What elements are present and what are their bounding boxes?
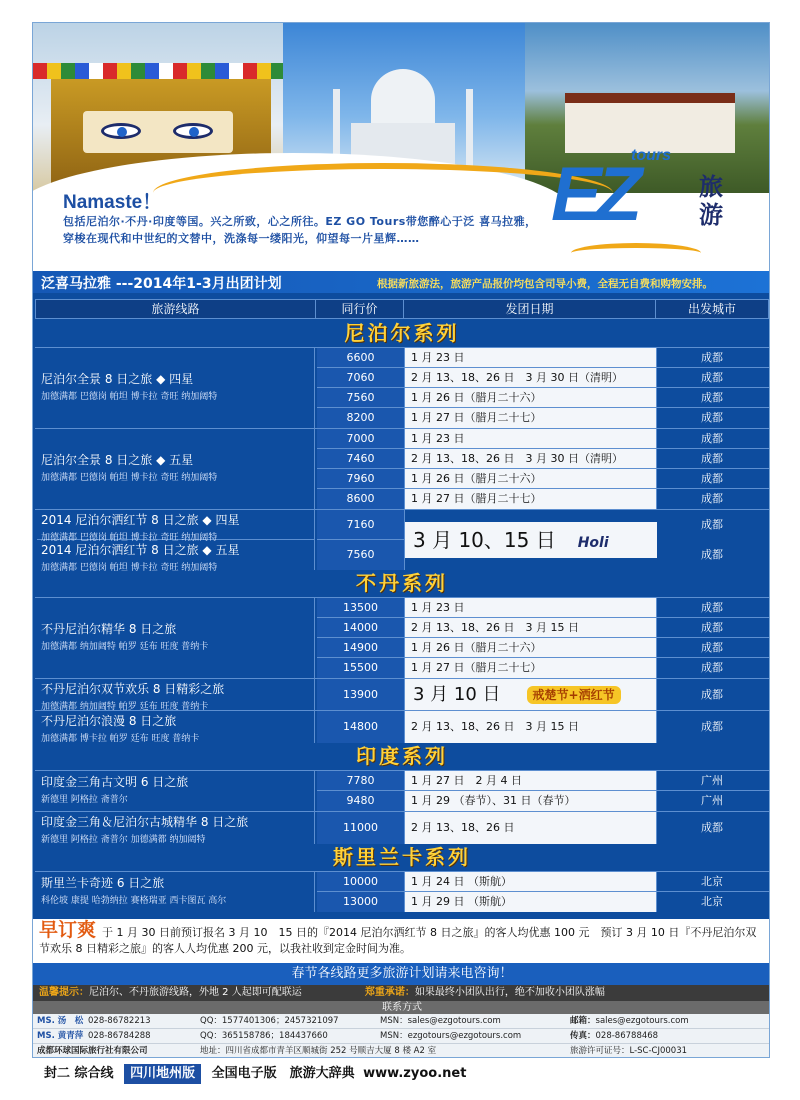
city: 成都 xyxy=(701,661,723,674)
route-name: 尼泊尔全景 8 日之旅 ◆ 四星 xyxy=(41,372,194,386)
city: 成都 xyxy=(701,601,723,614)
route-stops: 加德满都 博卡拉 帕罗 廷布 旺度 普纳卡 xyxy=(41,734,200,744)
table-row xyxy=(317,489,769,509)
date: 2 月 13、18、26 日 3 月 15 日 xyxy=(405,618,657,637)
logo-tours: tours xyxy=(631,147,671,164)
date: 1 月 27 日（腊月二十七） xyxy=(405,658,657,678)
notice-bar xyxy=(33,985,770,1001)
header-date: 发团日期 xyxy=(404,300,656,318)
city: 成都 xyxy=(701,472,723,485)
city: 广州 xyxy=(701,794,723,807)
price: 7000 xyxy=(317,429,405,448)
price: 13900 xyxy=(317,679,405,711)
logo-book-icon xyxy=(571,243,701,263)
city: 成都 xyxy=(701,821,723,834)
contact-msn: MSN：sales@ezgotours.com xyxy=(380,1016,501,1026)
price: 13500 xyxy=(317,598,405,617)
route-stops: 新德里 阿格拉 斋普尔 xyxy=(41,795,128,805)
footer-site[interactable]: www.zyoo.net xyxy=(363,1066,467,1081)
contact-row xyxy=(33,1014,770,1029)
logo-chinese: 旅游 xyxy=(699,173,723,229)
route-name: 印度金三角古文明 6 日之旅 xyxy=(41,775,189,789)
route-name: 斯里兰卡奇迹 6 日之旅 xyxy=(41,876,165,890)
route-name: 印度金三角＆尼泊尔古城精华 8 日之旅 xyxy=(41,815,249,829)
price: 7960 xyxy=(317,469,405,488)
city: 广州 xyxy=(701,774,723,787)
city: 成都 xyxy=(701,518,723,531)
route-stops: 加德满都 纳加阔特 帕罗 廷布 旺度 普纳卡 xyxy=(41,642,209,652)
notice-text: 尼泊尔、不丹旅游线路，外地 2 人起即可配联运 xyxy=(89,987,302,998)
date: 2 月 13、18、26 日 3 月 30 日（清明） xyxy=(405,449,657,468)
route-group xyxy=(35,678,769,710)
contact-qq: QQ：365158786；184437660 xyxy=(200,1031,328,1041)
table-row xyxy=(317,429,769,449)
date: 2 月 13、18、26 日 3 月 30 日（清明） xyxy=(405,368,657,387)
route-stops: 加德满都 巴德岗 帕坦 博卡拉 奇旺 纳加阔特 xyxy=(41,473,218,483)
plan-title: 泛喜马拉雅 ---2014年1-3月出团计划 xyxy=(41,276,282,292)
route-stops: 科伦坡 康提 哈勃纳拉 赛格瑞亚 西卡图瓦 高尔 xyxy=(41,896,227,906)
page-footer xyxy=(44,1064,466,1084)
table-row xyxy=(317,658,769,678)
price: 7060 xyxy=(317,368,405,387)
route-info xyxy=(37,711,315,743)
promise-label: 郑重承诺： xyxy=(364,987,415,998)
route-group xyxy=(35,710,769,742)
route-group xyxy=(35,428,769,509)
route-group xyxy=(35,770,769,811)
city: 成都 xyxy=(701,452,723,465)
plan-note: 根据新旅游法，旅游产品报价均包含司导小费，全程无自费和购物安排。 xyxy=(377,278,713,290)
price: 6600 xyxy=(317,348,405,367)
poster xyxy=(32,22,770,1058)
date: 1 月 27 日（腊月二十七） xyxy=(405,489,657,509)
city: 成都 xyxy=(701,411,723,424)
route-name: 不丹尼泊尔双节欢乐 8 日精彩之旅 xyxy=(41,682,225,696)
contact-phone: 028-86782213 xyxy=(88,1016,151,1026)
price: 8600 xyxy=(317,489,405,509)
greeting: Namaste！ xyxy=(63,192,162,213)
date: 1 月 26 日（腊月二十六） xyxy=(405,388,657,407)
contact-section xyxy=(33,1001,770,1058)
route-group xyxy=(35,811,769,843)
holi-badge: Holi xyxy=(577,535,609,551)
route-group-holi xyxy=(35,509,769,573)
eye-icon xyxy=(101,123,141,139)
city: 成都 xyxy=(701,351,723,364)
route-stops: 加德满都 巴德岗 帕坦 博卡拉 奇旺 纳加阔特 xyxy=(41,533,218,543)
route-info xyxy=(37,348,315,428)
table-header xyxy=(35,299,769,319)
series-bhutan: 不丹系列 xyxy=(356,571,448,595)
city: 成都 xyxy=(701,621,723,634)
contact-fax: 028-86788468 xyxy=(595,1031,659,1041)
route-group xyxy=(35,347,769,428)
city: 北京 xyxy=(701,875,723,888)
holi-dates xyxy=(405,522,657,558)
table-row xyxy=(317,388,769,408)
price: 9480 xyxy=(317,791,405,811)
series-nepal: 尼泊尔系列 xyxy=(344,321,460,345)
table-row xyxy=(317,408,769,428)
route-stops: 加德满都 巴德岗 帕坦 博卡拉 奇旺 纳加阔特 xyxy=(41,392,218,402)
contact-extra-label: 传真： xyxy=(570,1031,596,1041)
table-row xyxy=(317,791,769,811)
city: 北京 xyxy=(701,895,723,908)
table-row xyxy=(317,872,769,892)
date: 1 月 26 日（腊月二十六） xyxy=(405,638,657,657)
header-route: 旅游线路 xyxy=(36,300,316,318)
footer-edition: 四川地州版 xyxy=(124,1064,201,1084)
date: 2 月 13、18、26 日 3 月 15 日 xyxy=(405,711,657,743)
schedule-table xyxy=(35,299,769,912)
contact-extra-label: 邮箱： xyxy=(570,1016,596,1026)
table-row xyxy=(317,469,769,489)
company-address: 地址：四川省成都市青羊区顺城街 252 号顺吉大厦 8 楼 A2 室 xyxy=(200,1046,437,1056)
route-group xyxy=(35,597,769,678)
route-info xyxy=(37,429,315,509)
table-row xyxy=(317,892,769,912)
price: 7560 xyxy=(317,388,405,407)
dzong-building xyxy=(565,93,735,153)
route-info xyxy=(37,679,315,711)
price: 14800 xyxy=(317,711,405,743)
series-srilanka: 斯里兰卡系列 xyxy=(333,845,471,869)
date: 1 月 24 日 （斯航） xyxy=(405,872,657,891)
route-name: 不丹尼泊尔浪漫 8 日之旅 xyxy=(41,714,177,728)
price: 15500 xyxy=(317,658,405,678)
date: 3 月 10 日 xyxy=(413,684,501,705)
route-stops: 加德满都 巴德岗 帕坦 博卡拉 奇旺 纳加阔特 xyxy=(41,563,218,573)
contact-email[interactable]: sales@ezgotours.com xyxy=(595,1016,689,1026)
table-row xyxy=(317,449,769,469)
date: 2 月 13、18、26 日 xyxy=(405,812,657,844)
logo-ez: EZ xyxy=(551,152,637,237)
price: 7160 xyxy=(317,510,405,540)
date: 1 月 23 日 xyxy=(405,429,657,448)
festival-date xyxy=(405,679,657,711)
city: 成都 xyxy=(701,641,723,654)
table-row xyxy=(317,598,769,618)
footer-section: 封二 综合线 xyxy=(44,1066,114,1081)
price: 14000 xyxy=(317,618,405,637)
header-price: 同行价 xyxy=(316,300,404,318)
company-name: 成都环球国际旅行社有限公司 xyxy=(37,1046,148,1056)
price: 8200 xyxy=(317,408,405,428)
route-info xyxy=(37,598,315,678)
table-row xyxy=(317,638,769,658)
title-bar xyxy=(33,271,770,293)
date: 1 月 27 日 2 月 4 日 xyxy=(405,771,657,790)
promise-text: 如果最终小团队出行，绝不加收小团队涨幅 xyxy=(414,987,605,998)
city: 成都 xyxy=(701,432,723,445)
table-row xyxy=(317,771,769,791)
contact-name: MS. 黄青萍 xyxy=(37,1031,84,1041)
route-name: 尼泊尔全景 8 日之旅 ◆ 五星 xyxy=(41,453,194,467)
company-row xyxy=(33,1044,770,1058)
route-name: 2014 尼泊尔洒红节 8 日之旅 ◆ 四星 xyxy=(41,513,240,527)
price: 13000 xyxy=(317,892,405,912)
price: 11000 xyxy=(317,812,405,844)
route-info xyxy=(37,510,315,543)
prayer-flags xyxy=(33,63,283,79)
consult-banner: 春节各线路更多旅游计划请来电咨询！ xyxy=(33,963,770,985)
table-row xyxy=(317,368,769,388)
date: 1 月 23 日 xyxy=(405,348,657,367)
city: 成都 xyxy=(701,492,723,505)
city: 成都 xyxy=(701,720,723,733)
contact-row xyxy=(33,1029,770,1044)
taj-dome xyxy=(371,69,435,131)
route-stops: 新德里 阿格拉 斋普尔 加德满都 纳加阔特 xyxy=(41,835,206,845)
date: 1 月 27 日（腊月二十七） xyxy=(405,408,657,428)
route-name: 不丹尼泊尔精华 8 日之旅 xyxy=(41,622,177,636)
festival-badge: 戒楚节+洒红节 xyxy=(527,686,621,704)
city: 成都 xyxy=(701,391,723,404)
intro-text: 包括尼泊尔·不丹·印度等国。兴之所致，心之所往。EZ GO Tours带您醉心于泛 喜马拉雅，穿梭在现代和中世纪的文替中，洗涤每一缕阳光，仰望每一片星辉…… xyxy=(63,215,537,245)
price: 10000 xyxy=(317,872,405,891)
price: 14900 xyxy=(317,638,405,657)
contact-title: 联系方式 xyxy=(33,1001,770,1014)
route-info xyxy=(37,872,315,912)
eye-icon xyxy=(173,123,213,139)
stupa-eyes xyxy=(83,111,233,153)
contact-msn: MSN：ezgotours@ezgotours.com xyxy=(380,1031,522,1041)
price: 7780 xyxy=(317,771,405,790)
early-bird-label: 早订爽 xyxy=(39,919,97,941)
city: 成都 xyxy=(701,371,723,384)
date: 1 月 29 （春节）、31 日（春节） xyxy=(405,791,657,811)
contact-phone: 028-86784288 xyxy=(88,1031,151,1041)
city: 成都 xyxy=(701,548,723,561)
notice-label: 温馨提示： xyxy=(39,987,89,998)
date: 3 月 10、15 日 xyxy=(413,528,556,552)
price: 7560 xyxy=(317,540,405,570)
route-info xyxy=(37,771,315,811)
route-info xyxy=(37,812,315,844)
date: 1 月 23 日 xyxy=(405,598,657,617)
hero-banner xyxy=(33,23,770,271)
city: 成都 xyxy=(701,688,723,701)
contact-name: MS. 汤 松 xyxy=(37,1016,84,1026)
table-row xyxy=(317,618,769,638)
route-info xyxy=(37,540,315,573)
series-india: 印度系列 xyxy=(356,744,448,768)
early-bird-box xyxy=(33,919,770,963)
route-stops: 加德满都 纳加阔特 帕罗 廷布 旺度 普纳卡 xyxy=(41,702,209,712)
ez-tours-logo xyxy=(541,145,751,265)
date: 1 月 29 日 （斯航） xyxy=(405,892,657,912)
footer-rest: 全国电子版 旅游大辞典 xyxy=(211,1066,355,1081)
table-row xyxy=(317,348,769,368)
route-name: 2014 尼泊尔洒红节 8 日之旅 ◆ 五星 xyxy=(41,543,240,557)
route-group xyxy=(35,871,769,912)
date: 1 月 26 日（腊月二十六） xyxy=(405,469,657,488)
header-city: 出发城市 xyxy=(687,302,736,316)
contact-qq: QQ：1577401306；2457321097 xyxy=(200,1016,339,1026)
license-number: 旅游许可证号：L-SC-CJ00031 xyxy=(570,1046,688,1056)
early-bird-text: 于 1 月 30 日前预订报名 3 月 10 15 日的『2014 尼泊尔洒红节 8 日之旅』的客人均优惠 100 元 预订 3 月 10 日『不丹尼泊尔双节欢乐 8 日精彩之旅』的客人人均优惠 200 元，以我社收到定金时间为准。 xyxy=(39,926,757,955)
price: 7460 xyxy=(317,449,405,468)
